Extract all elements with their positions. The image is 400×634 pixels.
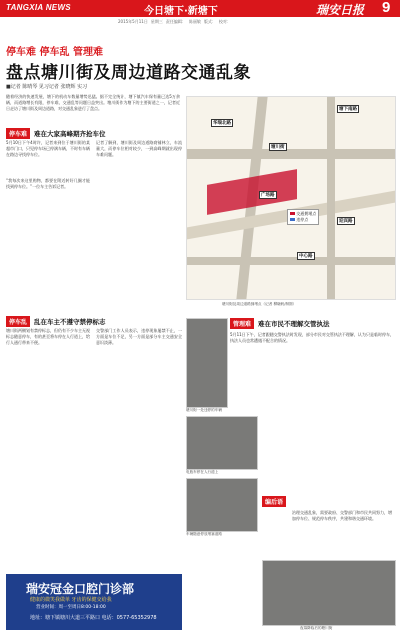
street-photo	[186, 416, 258, 470]
section-tag: 编后语	[262, 496, 286, 507]
body-text: 记者了解到，塘川街及周边道路商铺林立，车流量大，而停车位相对较少，一到高峰期就出现停车难问题。	[96, 140, 182, 157]
section-tag: 停车难	[6, 128, 30, 139]
photo-caption: 塘川街一处违停的车辆	[186, 408, 222, 412]
road-label: 塘川街	[271, 145, 285, 150]
street-photo	[262, 560, 396, 626]
section-tag: 停车乱	[6, 316, 30, 327]
page-number: 9	[382, 0, 391, 16]
section-heading: 难在大家高峰期齐抢车位	[34, 130, 106, 138]
section-parking-difficult	[6, 128, 106, 139]
road-label: 塘下南路	[339, 107, 357, 112]
photo-caption: 车辆随意停放堵塞道路	[186, 532, 222, 536]
traffic-map	[186, 96, 396, 300]
photo-caption: 夜幕降临后的塘川街	[300, 626, 333, 630]
clinic-advertisement	[6, 574, 182, 630]
page-header	[0, 0, 400, 17]
street-photo	[186, 318, 228, 408]
body-text: 塘川街两侧划有禁停标志，但仍有不少车主无视标志随意停车，有的甚至将车停在人行道上，给行人通行带来不便。	[6, 328, 90, 345]
page-meta: 2015年5月11日 星期三 责任编辑： 陈丽敏 版式： 校对：	[118, 19, 231, 24]
lead-paragraph: 随着经济的快速发展，塘下的机动车数量增势迅猛。据不完全统计，塘下镇汽车保有量已达5万余辆，而道路增长有限，停车难、交通乱等问题日益突出。塘川街作为塘下的主要街道之一，记者近日走访了塘川街及周边道路，对交通乱象进行了盘点。	[6, 94, 180, 111]
body-text: 5月10日下午4时许，记者来到位于塘川街的某超市门口，只见停车场已停满车辆，不时有车辆在路边寻找停车位。	[6, 140, 90, 157]
ad-hours: 营业时间：周一至周日8:00-18:00	[36, 605, 106, 610]
article-subtitle: 停车难 停车乱 管理难	[6, 47, 103, 58]
photo-caption: 电瓶车停在人行道上	[186, 470, 219, 474]
section-heading: 乱在车主不遵守禁停标志	[34, 318, 106, 326]
section-parking-chaos	[6, 316, 106, 327]
body-text: 5月11日下午，记者跟随交警执法时发现，部分市民对交管执法不理解，认为只是临时停车，执法人员也常遭遇不配合的情况。	[230, 332, 394, 343]
map-caption: 塘川街及周边道路拥堵点（记者 柳晓帆/制图）	[222, 302, 297, 306]
article-title: 盘点塘川街及周边道路交通乱象	[6, 63, 251, 83]
road-label: 华瑞北路	[213, 121, 231, 126]
road-label: 中心路	[299, 254, 313, 259]
section-heading: 难在市民不理解交管执法	[258, 320, 330, 328]
brand-label: TANGXIA NEWS	[6, 3, 71, 12]
road-label: 广场路	[261, 193, 275, 198]
section-editor-note	[262, 496, 286, 507]
body-text: 交警部门工作人员表示，违停现象屡禁不止，一方面是车位不足，另一方面是部分车主交通安全意识淡薄。	[96, 328, 182, 345]
ad-slogan: 健康的微笑我做单 牙齿的保健交给我	[30, 597, 112, 603]
editor-note-text: 治理交通乱象，需要政府、交警部门和市民共同努力，增加停车位、规范停车秩序，共建和谐交通环境。	[292, 510, 392, 521]
ad-address: 地址：塘下镇塘川大道三平路口 电话：0577-65352978	[30, 615, 157, 621]
ad-title: 瑞安冠金口腔门诊部	[26, 582, 135, 596]
road-label: 迎宾路	[339, 219, 353, 224]
map-legend: 交通拥堵点 违停点	[287, 209, 319, 225]
street-photo	[186, 478, 258, 532]
section-management	[230, 318, 330, 329]
body-text: “我每次来这里购物，都要在附近转好几圈才能找到停车位。”一位车主告诉记者。	[6, 178, 90, 189]
newspaper-logo: 瑞安日报	[316, 3, 365, 17]
section-title: 今日塘下·新塘下	[144, 6, 218, 17]
section-tag: 管理难	[230, 318, 254, 329]
byline: ■记者 陈晴琴 见习记者 张晓辉 实习	[6, 84, 88, 90]
